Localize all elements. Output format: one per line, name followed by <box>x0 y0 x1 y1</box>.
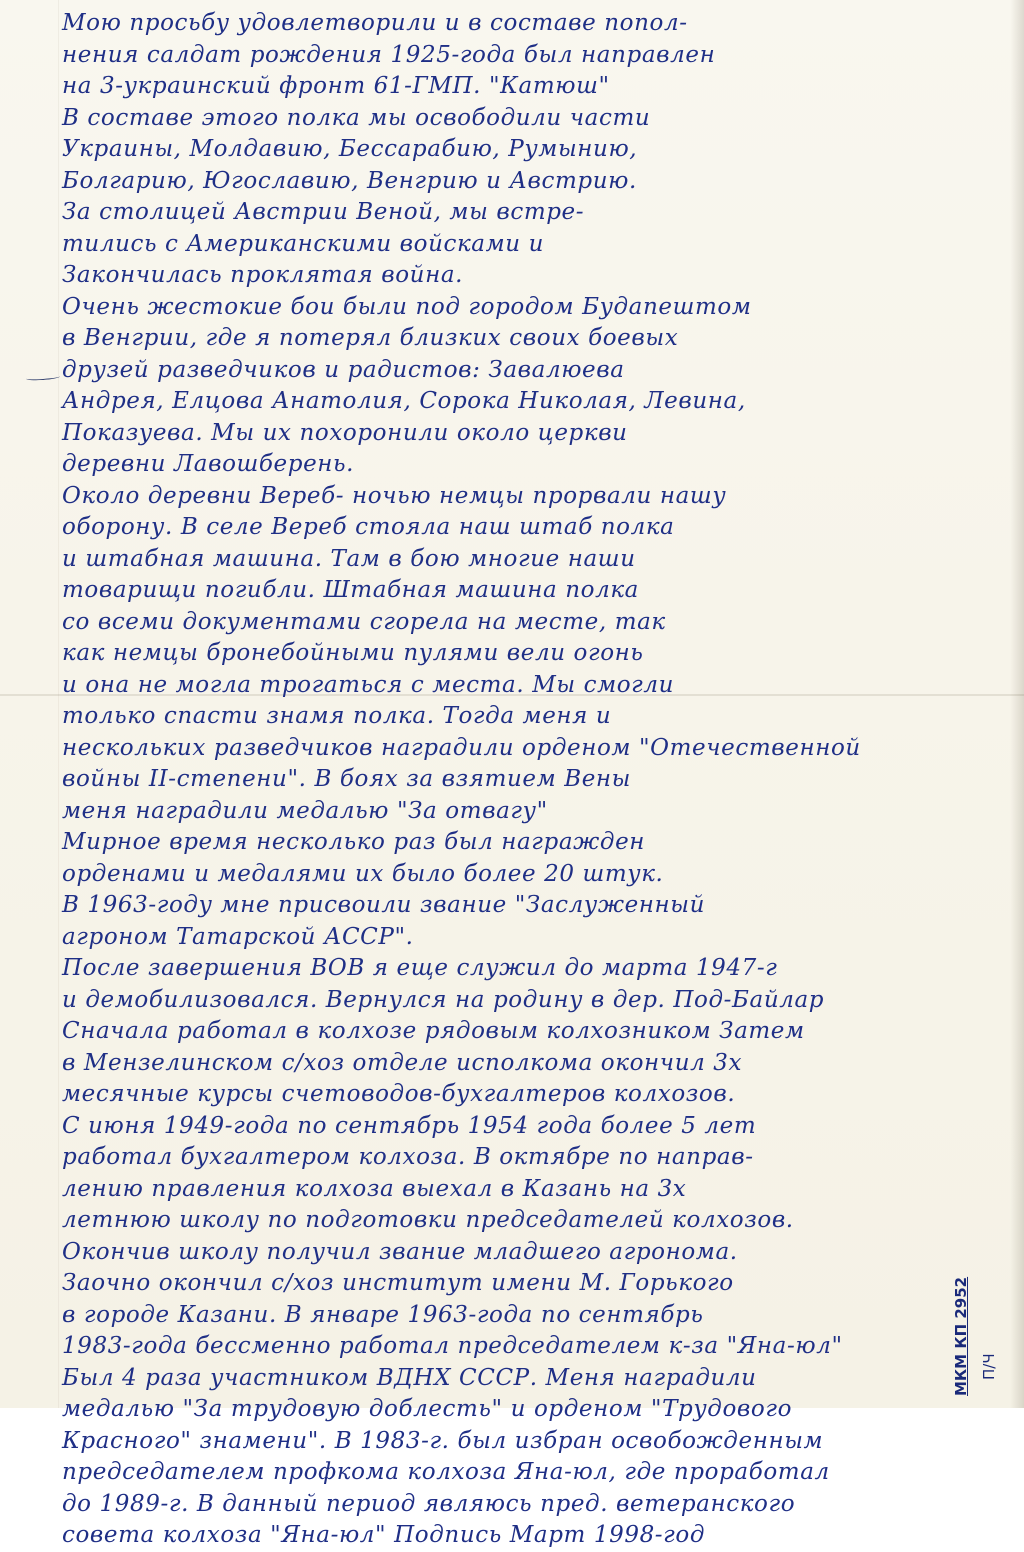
handwritten-line: В составе этого полка мы освободили части <box>62 104 651 131</box>
handwritten-line: Был 4 раза участником ВДНХ СССР. Меня наградили <box>62 1364 757 1391</box>
handwritten-line: 1983-года бессменно работал председателем к-за "Яна-юл" <box>62 1333 843 1359</box>
stamp-code: П/Ч <box>980 1353 998 1380</box>
handwritten-line: до 1989-г. В данный период являюсь пред. ветеранского <box>62 1490 796 1517</box>
handwritten-line: Показуева. Мы их похоронили около церкви <box>62 419 628 446</box>
handwritten-text-body <box>62 8 950 1548</box>
handwritten-line: С июня 1949-года по сентябрь 1954 года более 5 лет <box>62 1112 757 1139</box>
handwritten-line: председателем профкома колхоза Яна-юл, где проработал <box>62 1459 830 1485</box>
handwritten-line: агроном Татарской АССР". <box>62 923 414 950</box>
handwritten-line: Очень жестокие бои были под городом Будапештом <box>62 293 752 320</box>
handwritten-line: тились с Американскими войсками и <box>62 230 545 257</box>
handwritten-line: За столицей Австрии Веной, мы встре- <box>62 199 585 225</box>
margin-pen-mark <box>26 374 60 381</box>
handwritten-line: Украины, Молдавию, Бессарабию, Румынию, <box>62 136 638 162</box>
handwritten-line: только спасти знамя полка. Тогда меня и <box>62 703 612 729</box>
handwritten-line: меня наградили медалью "За отвагу" <box>62 797 548 824</box>
handwritten-line: В 1963-году мне присвоили звание "Заслуженный <box>62 892 706 918</box>
handwritten-line: войны II-степени". В боях за взятием Вены <box>62 766 632 792</box>
stamp-inventory-number: МКМ КП 2952 <box>952 1276 970 1396</box>
handwritten-line: деревни Лавошберень. <box>62 451 355 477</box>
handwritten-line: в городе Казани. В январе 1963-года по сентябрь <box>62 1301 704 1328</box>
handwritten-line: Заочно окончил с/хоз институт имени М. Горького <box>62 1270 734 1296</box>
handwritten-line: совета колхоза "Яна-юл" Подпись Март 1998-год <box>62 1522 706 1548</box>
handwritten-line: Красного" знамени". В 1983-г. был избран освобожденным <box>62 1427 824 1454</box>
handwritten-line: После завершения ВОВ я еще служил до марта 1947-г <box>62 955 778 981</box>
page-edge-shadow <box>1010 0 1024 1408</box>
handwritten-line: Мирное время несколько раз был награжден <box>62 829 646 855</box>
handwritten-line: и она не могла трогаться с места. Мы смогли <box>62 671 675 698</box>
handwritten-line: Андрея, Елцова Анатолия, Сорока Николая, Левина, <box>62 388 746 414</box>
handwritten-line: месячные курсы счетоводов-бухгалтеров колхозов. <box>62 1081 736 1107</box>
handwritten-line: на 3-украинский фронт 61-ГМП. "Катюш" <box>62 73 610 99</box>
handwritten-line: Около деревни Вереб- ночью немцы прорвали нашу <box>62 482 727 509</box>
handwritten-line: летнюю школу по подготовки председателей колхозов. <box>62 1207 794 1233</box>
handwritten-line: работал бухгалтером колхоза. В октябре по направ- <box>62 1144 754 1170</box>
handwritten-line: нескольких разведчиков наградили орденом "Отечественной <box>62 734 861 761</box>
handwritten-line: друзей разведчиков и радистов: Завалюева <box>62 356 625 383</box>
handwritten-line: Окончив школу получил звание младшего агронома. <box>62 1238 738 1265</box>
handwritten-line: Закончилась проклятая война. <box>62 262 464 288</box>
handwritten-line: Болгарию, Югославию, Венгрию и Австрию. <box>62 167 637 194</box>
handwritten-line: и штабная машина. Там в бою многие наши <box>62 545 636 572</box>
archive-inventory-stamp <box>950 1260 1020 1396</box>
handwritten-line: орденами и медалями их было более 20 штук. <box>62 860 664 887</box>
handwritten-line: оборону. В селе Вереб стояла наш штаб полка <box>62 514 675 540</box>
handwritten-line: Мою просьбу удовлетворили и в составе попол- <box>62 10 688 36</box>
handwritten-line: лению правления колхоза выехал в Казань на 3х <box>62 1175 687 1202</box>
handwritten-line: и демобилизовался. Вернулся на родину в дер. Под-Байлар <box>62 986 825 1013</box>
handwritten-line: Сначала работал в колхозе рядовым колхозником Затем <box>62 1018 805 1044</box>
handwritten-line: в Мензелинском с/хоз отделе исполкома окончил 3х <box>62 1049 743 1076</box>
handwritten-line: как немцы бронебойными пулями вели огонь <box>62 640 644 666</box>
handwritten-line: медалью "За трудовую доблесть" и орденом "Трудового <box>62 1396 793 1422</box>
handwritten-line: со всеми документами сгорела на месте, так <box>62 608 666 635</box>
handwritten-line: нения салдат рождения 1925-года был направлен <box>62 41 716 68</box>
handwritten-line: товарищи погибли. Штабная машина полка <box>62 577 639 603</box>
margin-line <box>58 0 59 1408</box>
handwritten-line: в Венгрии, где я потерял близких своих боевых <box>62 325 679 351</box>
